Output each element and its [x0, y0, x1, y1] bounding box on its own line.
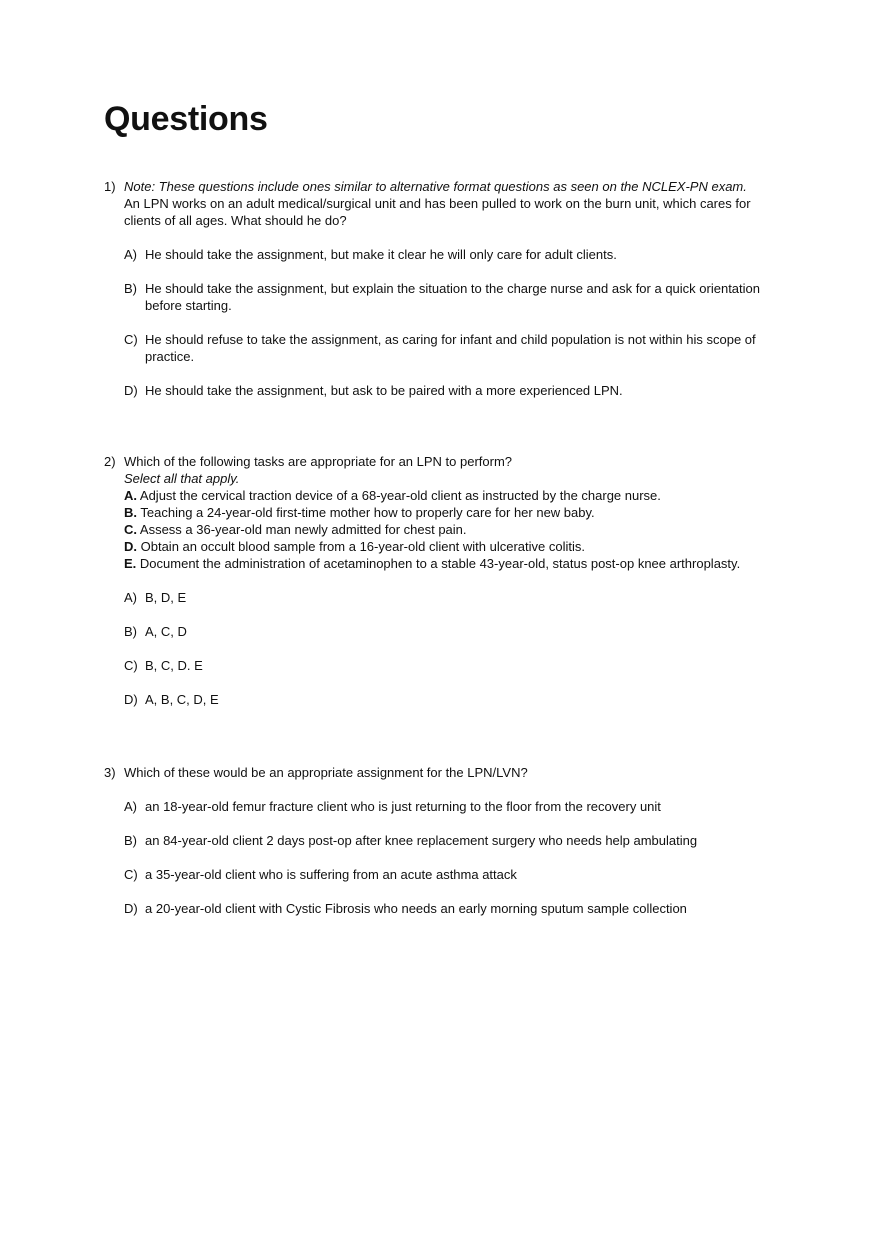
option-label: C)	[124, 658, 138, 673]
question-stem: An LPN works on an adult medical/surgical unit and has been pulled to work on the burn unit, which cares for clients of all ages. What should he do?	[124, 196, 751, 228]
task-item-b	[124, 504, 740, 521]
item-label: D.	[124, 539, 137, 554]
option-label: A)	[124, 247, 137, 262]
answer-option-a[interactable]	[124, 246, 784, 263]
answer-option-a[interactable]	[124, 589, 784, 606]
answer-option-b[interactable]	[124, 623, 784, 640]
question-stem: Which of the following tasks are appropriate for an LPN to perform?	[124, 454, 513, 469]
question-number: 3)	[104, 765, 116, 780]
option-text: He should refuse to take the assignment, as caring for infant and child population is not within his scope of practice.	[145, 332, 756, 364]
task-item-d	[124, 538, 740, 555]
option-label: B)	[124, 833, 137, 848]
item-label: C.	[124, 522, 137, 537]
item-text: Document the administration of acetaminophen to a stable 43-year-old, status post-op knee arthroplasty.	[139, 556, 741, 571]
answer-option-c[interactable]	[124, 657, 784, 674]
option-label: A)	[124, 590, 137, 605]
answer-option-a[interactable]	[124, 798, 784, 815]
option-label: D)	[124, 383, 138, 398]
item-label: E.	[124, 556, 137, 571]
option-text: He should take the assignment, but ask to be paired with a more experienced LPN.	[145, 383, 623, 398]
task-item-c	[124, 521, 740, 538]
page-title: Questions	[104, 100, 268, 138]
option-label: A)	[124, 799, 137, 814]
answer-options	[124, 246, 784, 399]
question-instruction: Select all that apply.	[124, 471, 240, 486]
question-number: 2)	[104, 454, 116, 469]
option-label: D)	[124, 692, 138, 707]
answer-option-c[interactable]	[124, 331, 784, 365]
option-text: a 35-year-old client who is suffering from an acute asthma attack	[145, 867, 517, 882]
question-number: 1)	[104, 179, 116, 194]
option-text: B, C, D. E	[145, 658, 203, 673]
option-label: C)	[124, 867, 138, 882]
answer-options	[124, 589, 784, 708]
option-text: an 84-year-old client 2 days post-op after knee replacement surgery who needs help ambulating	[145, 833, 698, 848]
option-label: B)	[124, 624, 137, 639]
item-text: Teaching a 24-year-old first-time mother how to properly care for her new baby.	[140, 505, 595, 520]
option-text: A, B, C, D, E	[145, 692, 219, 707]
question-1	[104, 178, 784, 416]
question-stem: Which of these would be an appropriate assignment for the LPN/LVN?	[124, 765, 528, 780]
option-text: He should take the assignment, but make it clear he will only care for adult clients.	[145, 247, 617, 262]
item-text: Obtain an occult blood sample from a 16-year-old client with ulcerative colitis.	[140, 539, 585, 554]
task-item-e	[124, 555, 740, 572]
option-label: C)	[124, 332, 138, 347]
answer-options	[124, 798, 784, 917]
item-label: A.	[124, 488, 137, 503]
answer-option-d[interactable]	[124, 691, 784, 708]
option-text: a 20-year-old client with Cystic Fibrosis who needs an early morning sputum sample collection	[145, 901, 687, 916]
answer-option-b[interactable]	[124, 280, 784, 314]
option-text: He should take the assignment, but explain the situation to the charge nurse and ask for a quick orientation before starting.	[145, 281, 760, 313]
question-3	[104, 764, 784, 934]
item-text: Adjust the cervical traction device of a 68-year-old client as instructed by the charge nurse.	[139, 488, 661, 503]
question-2	[104, 453, 784, 725]
item-text: Assess a 36-year-old man newly admitted for chest pain.	[139, 522, 467, 537]
item-label: B.	[124, 505, 137, 520]
answer-option-b[interactable]	[124, 832, 784, 849]
answer-option-d[interactable]	[124, 900, 784, 917]
question-note: Note: These questions include ones similar to alternative format questions as seen on the NCLEX-PN exam.	[124, 179, 747, 194]
answer-option-c[interactable]	[124, 866, 784, 883]
option-text: B, D, E	[145, 590, 187, 605]
option-label: D)	[124, 901, 138, 916]
option-text: A, C, D	[145, 624, 187, 639]
option-label: B)	[124, 281, 137, 296]
answer-option-d[interactable]	[124, 382, 784, 399]
option-text: an 18-year-old femur fracture client who is just returning to the floor from the recovery unit	[145, 799, 661, 814]
task-item-a	[124, 487, 740, 504]
